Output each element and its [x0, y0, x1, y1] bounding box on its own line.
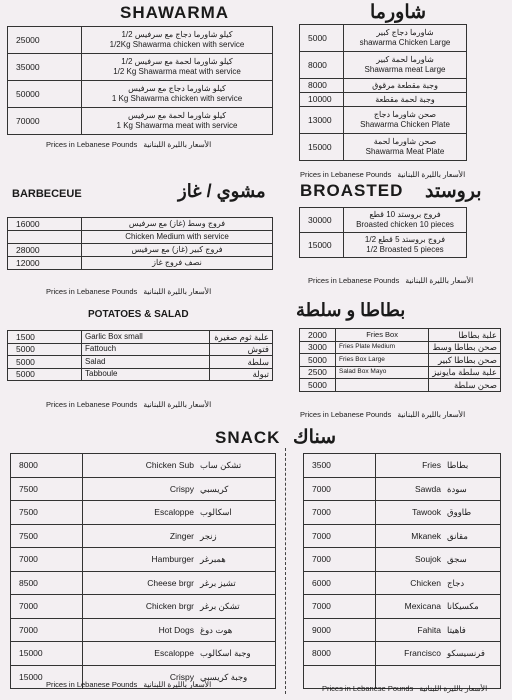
item-ar: وجبة اسكالوب — [197, 642, 276, 666]
potatoes-title-ar: بطاطا و سلطة — [296, 300, 406, 320]
price: 7000 — [304, 477, 376, 501]
prices-note: Prices in Lebanese Pounds الأسعار بالليرة اللبنانية — [46, 400, 212, 409]
item-ar: اسكالوب — [197, 501, 276, 525]
price: 7500 — [11, 477, 83, 501]
shawarma-title-ar: شاورما — [370, 2, 427, 23]
column-divider — [285, 448, 287, 694]
item-desc: صحن شاورما لحمة Shawarma Meat Plate — [344, 134, 467, 161]
item-desc: فروج بروستد 10 قطع Broasted chicken 10 pieces — [344, 208, 467, 233]
item-ar: بطاطا — [444, 454, 501, 478]
price: 7000 — [11, 595, 83, 619]
item-en: Chicken — [376, 571, 445, 595]
price: 70000 — [8, 108, 82, 135]
broasted-title-en: BROASTED — [300, 181, 404, 200]
item-en: Soujok — [376, 548, 445, 572]
item-ar: صحن بطاطا وسط — [429, 341, 501, 354]
item-en: Salad Box Mayo — [336, 366, 429, 379]
potatoes-right-table — [299, 328, 501, 392]
item-desc: 1/2 فروج بروستد 5 قطع 1/2 Broasted 5 pieces — [344, 233, 467, 258]
price: 15000 — [11, 665, 83, 689]
table-row — [304, 548, 501, 572]
item-desc: شاورما لحمة كبير Shawarma meat Large — [344, 52, 467, 79]
table-row — [8, 331, 273, 344]
table-row — [8, 231, 273, 244]
price: 2000 — [300, 329, 336, 342]
prices-note: Prices in Lebanese Pounds الأسعار بالليرة اللبنانية — [308, 276, 474, 285]
table-row — [300, 208, 467, 233]
table-row — [304, 477, 501, 501]
table-row — [11, 571, 276, 595]
item-en: Tawook — [376, 501, 445, 525]
price: 12000 — [8, 257, 82, 270]
item-en: Garlic Box small — [82, 331, 210, 344]
table-row — [304, 642, 501, 666]
item-desc: نصف فروج غاز — [82, 257, 273, 270]
item-en: Salad — [82, 356, 210, 369]
price: 5000 — [8, 356, 82, 369]
price: 5000 — [300, 379, 336, 392]
price: 8000 — [304, 642, 376, 666]
snack-left-table — [10, 453, 276, 689]
item-ar: سلطة — [210, 356, 273, 369]
barbecue-table — [7, 217, 273, 270]
table-row — [300, 379, 501, 392]
table-row — [300, 93, 467, 107]
item-ar: زنجر — [197, 524, 276, 548]
item-ar: تبولة — [210, 368, 273, 381]
price: 35000 — [8, 54, 82, 81]
table-row — [8, 54, 273, 81]
item-ar: كريسبي — [197, 477, 276, 501]
price: 10000 — [300, 93, 344, 107]
item-en: Fahita — [376, 618, 445, 642]
table-row — [11, 548, 276, 572]
item-en — [336, 379, 429, 392]
item-en: Hot Dogs — [135, 618, 197, 642]
table-row — [300, 25, 467, 52]
item-en: Hamburger — [135, 548, 197, 572]
snack-right-table — [303, 453, 501, 689]
item-desc: 1/2 كيلو شاورما دجاج مع سرفيس 1/2Kg Shawarma chicken with service — [82, 27, 273, 54]
price: 7000 — [304, 595, 376, 619]
item-ar: سجق — [444, 548, 501, 572]
item-desc: فروج كبير (غاز) مع سرفيس — [82, 244, 273, 257]
table-row — [300, 366, 501, 379]
item-desc: شاورما دجاج كبير shawarma Chicken Large — [344, 25, 467, 52]
broasted-table — [299, 207, 467, 258]
prices-note: Prices in Lebanese Pounds الأسعار بالليرة اللبنانية — [322, 684, 488, 693]
item-en: Chicken brgr — [135, 595, 197, 619]
table-row — [304, 595, 501, 619]
item-en: Fattouch — [82, 343, 210, 356]
price: 50000 — [8, 81, 82, 108]
item-en: Sawda — [376, 477, 445, 501]
table-row — [300, 107, 467, 134]
item-en: Tabboule — [82, 368, 210, 381]
potatoes-left-table — [7, 330, 273, 381]
shawarma-left-table — [7, 26, 273, 135]
table-row — [11, 477, 276, 501]
price: 8000 — [300, 52, 344, 79]
table-row — [8, 244, 273, 257]
price: 9000 — [304, 618, 376, 642]
barbecue-title-en: BARBECEUE — [12, 188, 82, 200]
table-row — [300, 134, 467, 161]
prices-note: Prices in Lebanese Pounds الأسعار بالليرة اللبنانية — [300, 410, 466, 419]
price: 13000 — [300, 107, 344, 134]
table-row — [8, 368, 273, 381]
table-row — [8, 27, 273, 54]
item-desc: كيلو شاورما دجاج مع سرفيس 1 Kg Shawarma chicken with service — [82, 81, 273, 108]
price: 3500 — [304, 454, 376, 478]
item-en: Crispy — [135, 477, 197, 501]
price: 7000 — [11, 548, 83, 572]
item-en: Francisco — [376, 642, 445, 666]
snack-title-en: SNACK — [215, 428, 281, 447]
item-ar: فاهيتا — [444, 618, 501, 642]
item-en: Cheese brgr — [135, 571, 197, 595]
item-ar: صحن سلطة — [429, 379, 501, 392]
table-row — [304, 571, 501, 595]
item-ar: همبرغر — [197, 548, 276, 572]
table-row — [300, 233, 467, 258]
broasted-title-ar: بروستد — [425, 181, 482, 202]
item-desc: وجبة لحمة مقطعة — [344, 93, 467, 107]
table-row — [8, 81, 273, 108]
prices-note: Prices in Lebanese Pounds الأسعار بالليرة اللبنانية — [46, 287, 212, 296]
item-ar: طاووق — [444, 501, 501, 525]
item-en: Fries Box — [336, 329, 429, 342]
price: 5000 — [8, 368, 82, 381]
table-row — [300, 52, 467, 79]
item-desc: كيلو شاورما لحمة مع سرفيس 1 Kg Shawarma meat with service — [82, 108, 273, 135]
item-ar: مكسيكانا — [444, 595, 501, 619]
table-row — [8, 218, 273, 231]
prices-note: Prices in Lebanese Pounds الأسعار بالليرة اللبنانية — [46, 140, 212, 149]
table-row — [11, 501, 276, 525]
price: 5000 — [300, 354, 336, 367]
price: 16000 — [8, 218, 82, 231]
item-ar: علبة ثوم صغيرة — [210, 331, 273, 344]
price: 6000 — [304, 571, 376, 595]
item-ar: وجبة كريسبي — [197, 665, 276, 689]
price: 3000 — [300, 341, 336, 354]
item-en: Chicken Sub — [135, 454, 197, 478]
table-row — [304, 524, 501, 548]
item-en: Zinger — [135, 524, 197, 548]
item-ar: صحن بطاطا كبير — [429, 354, 501, 367]
item-en: Mexicana — [376, 595, 445, 619]
item-desc: وجبة مقطعة مرقوق — [344, 79, 467, 93]
table-row — [300, 329, 501, 342]
price: 5000 — [8, 343, 82, 356]
price: 2500 — [300, 366, 336, 379]
price: 7000 — [304, 501, 376, 525]
item-ar: هوت دوغ — [197, 618, 276, 642]
table-row — [11, 595, 276, 619]
price: 7000 — [304, 524, 376, 548]
potatoes-title-en: POTATOES & SALAD — [88, 309, 189, 320]
item-desc: Chicken Medium with service — [82, 231, 273, 244]
item-en: Fries — [376, 454, 445, 478]
prices-note: Prices in Lebanese Pounds الأسعار بالليرة اللبنانية — [46, 680, 212, 689]
table-row — [304, 618, 501, 642]
item-desc: صحن شاورما دجاج Shawarma Chicken Plate — [344, 107, 467, 134]
item-ar: تشكن ساب — [197, 454, 276, 478]
prices-note: Prices in Lebanese Pounds الأسعار بالليرة اللبنانية — [300, 170, 466, 179]
table-row — [300, 79, 467, 93]
item-ar: تشيز برغر — [197, 571, 276, 595]
item-en: Escaloppe — [135, 642, 197, 666]
table-row — [300, 354, 501, 367]
price: 15000 — [11, 642, 83, 666]
table-row — [11, 454, 276, 478]
price: 8500 — [11, 571, 83, 595]
price: 7000 — [304, 548, 376, 572]
price: 7000 — [11, 618, 83, 642]
price — [8, 231, 82, 244]
price: 1500 — [8, 331, 82, 344]
table-row — [8, 356, 273, 369]
price: 30000 — [300, 208, 344, 233]
table-row — [304, 501, 501, 525]
price: 28000 — [8, 244, 82, 257]
table-row — [11, 524, 276, 548]
price: 15000 — [300, 233, 344, 258]
item-ar: مقانق — [444, 524, 501, 548]
item-ar: فرنسيسكو — [444, 642, 501, 666]
item-ar: فتوش — [210, 343, 273, 356]
price: 8000 — [11, 454, 83, 478]
item-en: Crispy — [135, 665, 197, 689]
item-en: Fries Box Large — [336, 354, 429, 367]
shawarma-right-table — [299, 24, 467, 161]
price: 25000 — [8, 27, 82, 54]
table-row — [11, 618, 276, 642]
item-desc: فروج وسط (غاز) مع سرفيس — [82, 218, 273, 231]
table-row — [304, 454, 501, 478]
shawarma-title-en: SHAWARMA — [120, 3, 230, 22]
item-en: Fries Plate Medium — [336, 341, 429, 354]
price: 15000 — [300, 134, 344, 161]
table-row — [8, 108, 273, 135]
table-row — [300, 341, 501, 354]
item-ar: علبة سلطة مايونيز — [429, 366, 501, 379]
table-row — [8, 343, 273, 356]
item-en: Mkanek — [376, 524, 445, 548]
table-row — [8, 257, 273, 270]
item-ar: علبة بطاطا — [429, 329, 501, 342]
item-en: Escaloppe — [135, 501, 197, 525]
snack-title-ar: سناك — [293, 427, 337, 448]
price: 8000 — [300, 79, 344, 93]
price: 7500 — [11, 501, 83, 525]
price: 7500 — [11, 524, 83, 548]
item-ar: دجاج — [444, 571, 501, 595]
barbecue-title-ar: مشوي / غاز — [178, 181, 266, 201]
price: 5000 — [300, 25, 344, 52]
table-row — [11, 642, 276, 666]
item-ar: تشكن برغر — [197, 595, 276, 619]
item-desc: 1/2 كيلو شاورما لحمة مع سرفيس 1/2 Kg Shawarma meat with service — [82, 54, 273, 81]
item-ar: سودة — [444, 477, 501, 501]
